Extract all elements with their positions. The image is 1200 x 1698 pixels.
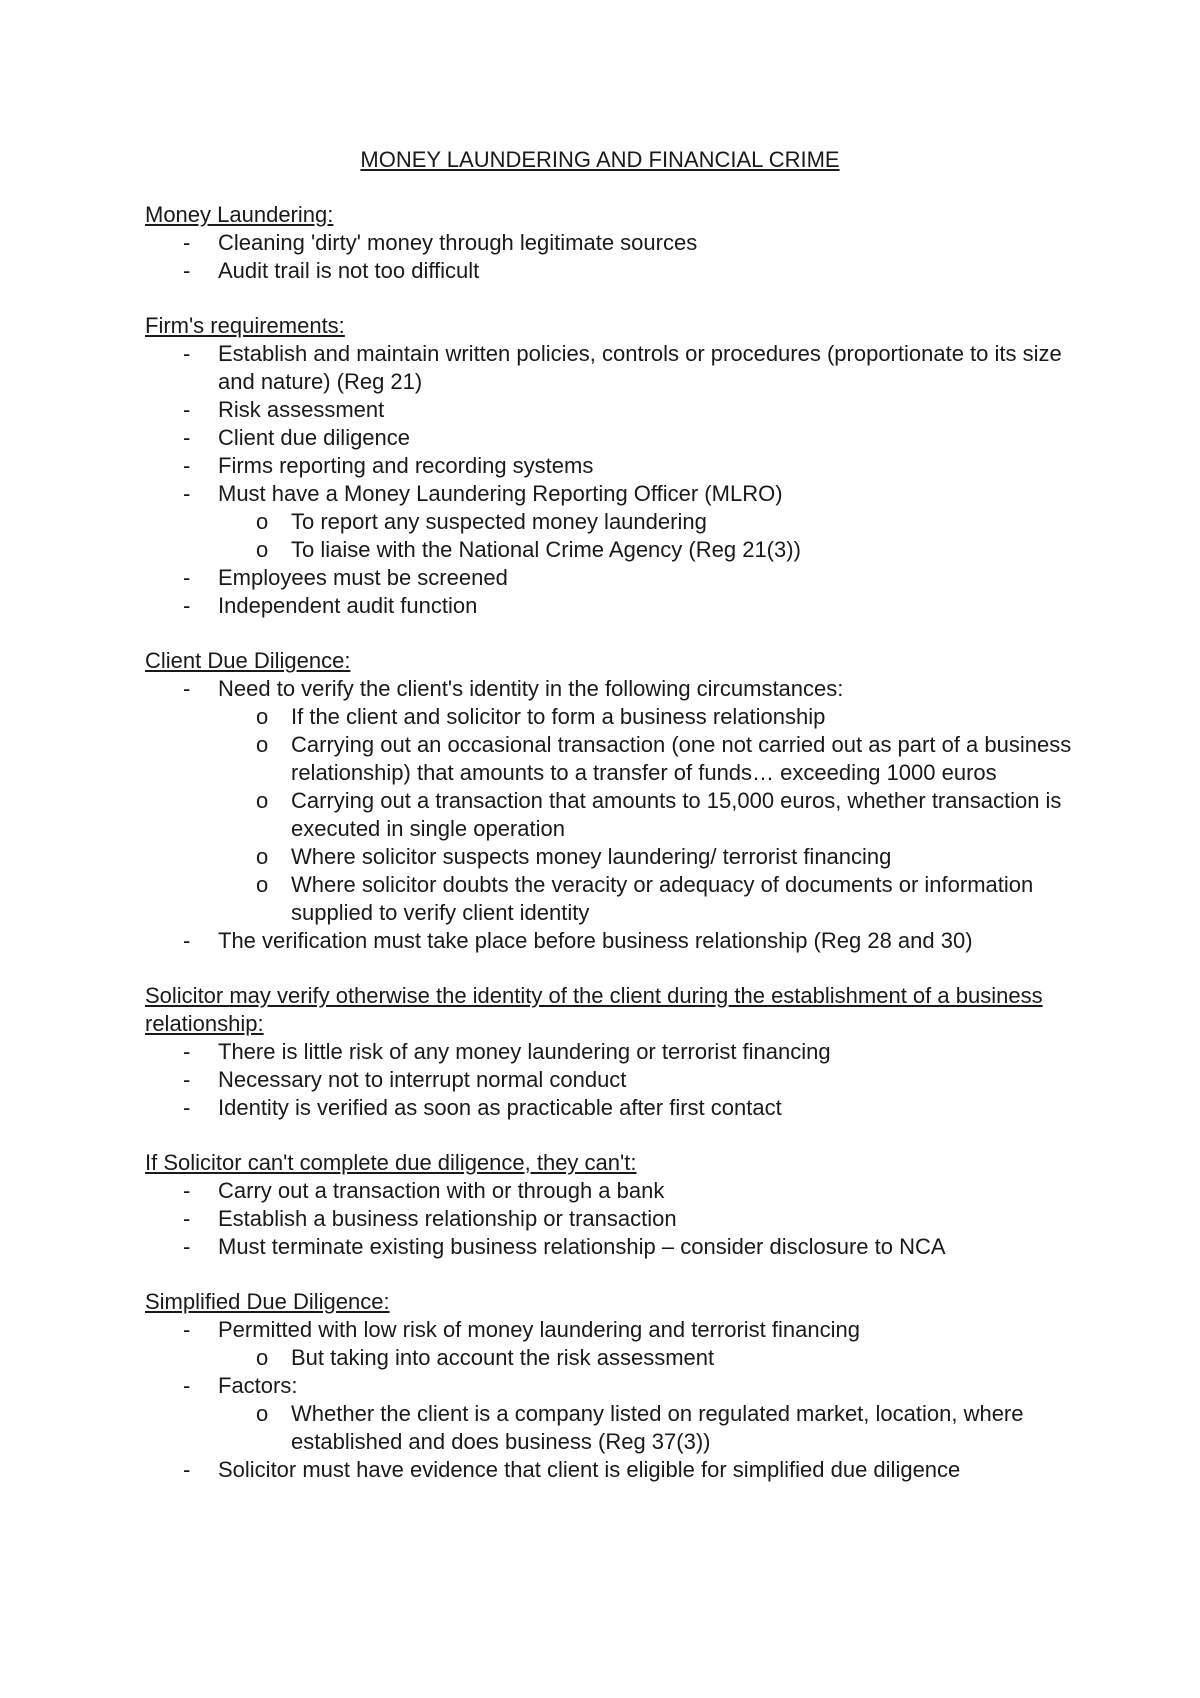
section-heading: Firm's requirements: — [145, 313, 345, 338]
list-item-text: Identity is verified as soon as practicable after first contact — [218, 1095, 782, 1120]
list-item — [145, 229, 1080, 257]
list-item-text: Audit trail is not too difficult — [218, 258, 480, 283]
sub-list-item: o Where solicitor doubts the veracity or adequacy of documents or information supplied to verify client identity — [218, 871, 1080, 927]
bullet-list — [145, 675, 1080, 955]
list-item-text: Solicitor must have evidence that client is eligible for simplified due diligence — [218, 1457, 961, 1482]
section-heading: Client Due Diligence: — [145, 648, 351, 673]
section — [145, 1288, 1080, 1484]
list-item-text: Client due diligence — [218, 425, 411, 450]
list-item — [145, 480, 1080, 564]
sub-list-item: o Carrying out an occasional transaction (one not carried out as part of a business relationship) that amounts to a transfer of funds… exceeding 1000 euros — [218, 731, 1080, 787]
list-item-text: Must have a Money Laundering Reporting Officer (MLRO) — [218, 481, 783, 506]
section-heading: Money Laundering: — [145, 202, 334, 227]
bullet-list — [145, 340, 1080, 620]
list-item-text: Establish and maintain written policies, controls or procedures (proportionate to its size and nature) (Reg 21) — [218, 341, 1062, 394]
section-heading: Simplified Due Diligence: — [145, 1289, 390, 1314]
list-item-text: Must terminate existing business relationship – consider disclosure to NCA — [218, 1234, 946, 1259]
list-item-text: Carry out a transaction with or through a bank — [218, 1178, 665, 1203]
list-item-text: Employees must be screened — [218, 565, 508, 590]
list-item-text: Need to verify the client's identity in the following circumstances: — [218, 676, 844, 701]
list-item — [145, 1372, 1080, 1456]
sub-list-item: o To report any suspected money laundering — [218, 508, 1080, 536]
list-item — [145, 1094, 1080, 1122]
section-heading: If Solicitor can't complete due diligence, they can't: — [145, 1150, 637, 1175]
list-item — [145, 1177, 1080, 1205]
list-item — [145, 1316, 1080, 1372]
section — [145, 1149, 1080, 1261]
sub-bullet-list — [218, 508, 1080, 564]
list-item — [145, 396, 1080, 424]
sub-list-item: o If the client and solicitor to form a business relationship — [218, 703, 1080, 731]
sub-list-item: o Whether the client is a company listed on regulated market, location, where established and does business (Reg 37(3)) — [218, 1400, 1080, 1456]
list-item — [145, 1456, 1080, 1484]
bullet-list — [145, 229, 1080, 285]
sub-bullet-list — [218, 703, 1080, 927]
bullet-list — [145, 1316, 1080, 1484]
list-item — [145, 1066, 1080, 1094]
bullet-list — [145, 1038, 1080, 1122]
sub-bullet-list — [218, 1344, 1080, 1372]
bullet-list — [145, 1177, 1080, 1261]
list-item-text: The verification must take place before business relationship (Reg 28 and 30) — [218, 928, 973, 953]
sub-list-item: o But taking into account the risk assessment — [218, 1344, 1080, 1372]
sub-list-item: o Carrying out a transaction that amounts to 15,000 euros, whether transaction is executed in single operation — [218, 787, 1080, 843]
list-item-text: Factors: — [218, 1373, 298, 1398]
list-item — [145, 340, 1080, 396]
list-item-text: Firms reporting and recording systems — [218, 453, 594, 478]
list-item-text: Cleaning 'dirty' money through legitimate sources — [218, 230, 698, 255]
list-item-text: Permitted with low risk of money laundering and terrorist financing — [218, 1317, 860, 1342]
list-item-text: There is little risk of any money laundering or terrorist financing — [218, 1039, 831, 1064]
list-item — [145, 1205, 1080, 1233]
list-item-text: Independent audit function — [218, 593, 478, 618]
section — [145, 201, 1080, 285]
list-item — [145, 564, 1080, 592]
section — [145, 982, 1080, 1122]
list-item — [145, 1038, 1080, 1066]
list-item — [145, 592, 1080, 620]
document-title: MONEY LAUNDERING AND FINANCIAL CRIME — [360, 147, 840, 172]
section-heading: Solicitor may verify otherwise the identity of the client during the establishment of a business relationship: — [145, 983, 1043, 1036]
list-item — [145, 257, 1080, 285]
list-item-text: Establish a business relationship or transaction — [218, 1206, 677, 1231]
document-body — [145, 201, 1080, 1484]
list-item — [145, 927, 1080, 955]
list-item — [145, 452, 1080, 480]
list-item-text: Risk assessment — [218, 397, 385, 422]
list-item-text: Necessary not to interrupt normal conduct — [218, 1067, 627, 1092]
section — [145, 647, 1080, 955]
list-item — [145, 1233, 1080, 1261]
sub-bullet-list — [218, 1400, 1080, 1456]
list-item — [145, 675, 1080, 927]
sub-list-item: o To liaise with the National Crime Agency (Reg 21(3)) — [218, 536, 1080, 564]
list-item — [145, 424, 1080, 452]
sub-list-item: o Where solicitor suspects money laundering/ terrorist financing — [218, 843, 1080, 871]
section — [145, 312, 1080, 620]
